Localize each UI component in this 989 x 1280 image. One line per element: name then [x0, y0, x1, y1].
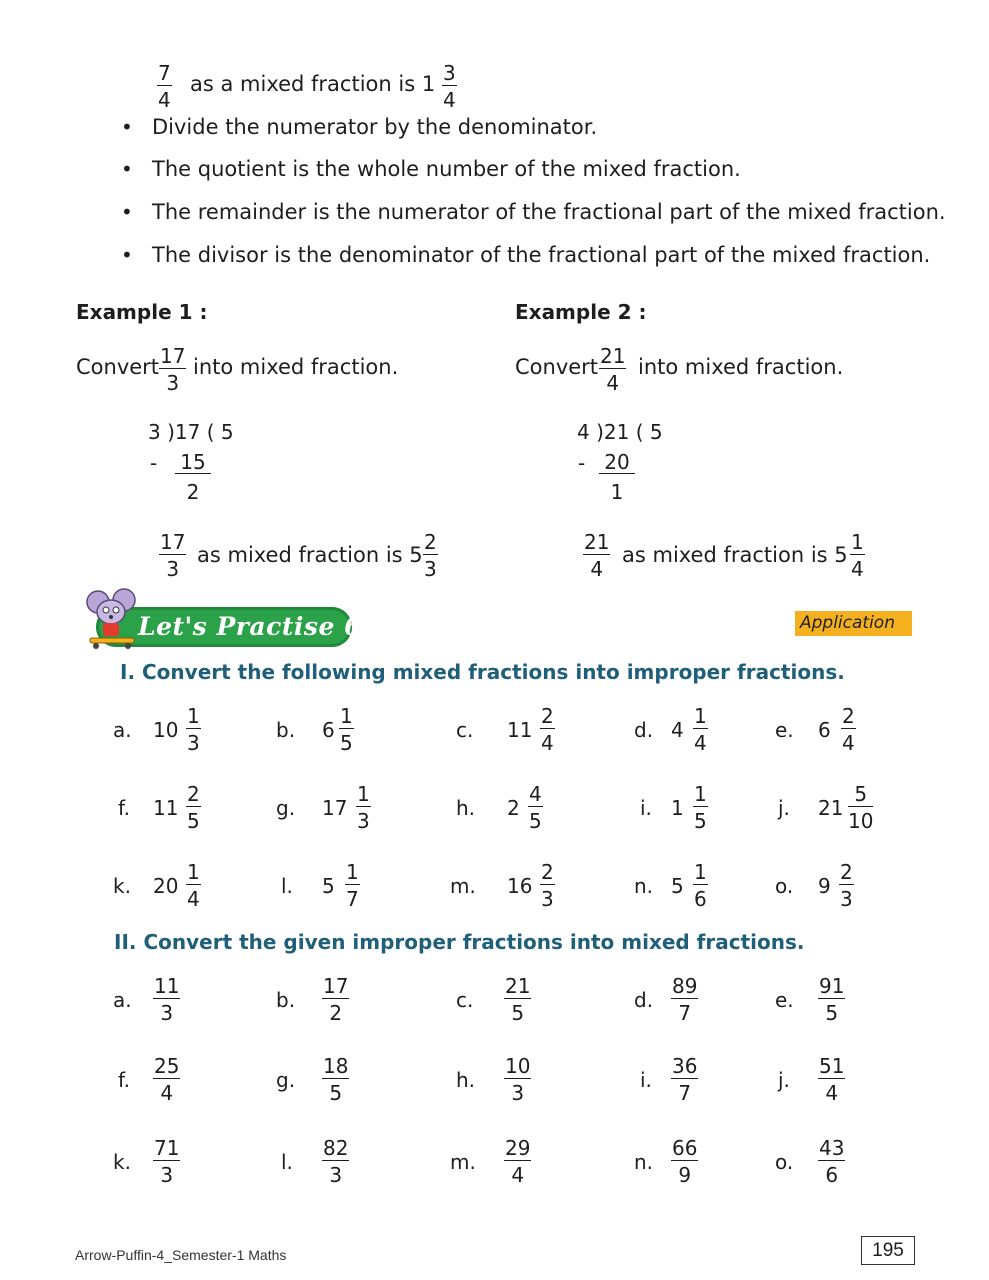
- denominator: 3: [424, 557, 437, 581]
- numerator: 7: [158, 61, 171, 85]
- whole-number: 11: [507, 718, 533, 742]
- example1-subtrahend: 15: [175, 451, 211, 474]
- denominator: 4: [158, 88, 171, 112]
- fraction: [671, 1137, 698, 1186]
- bullet-text: The quotient is the whole number of the mixed fraction.: [152, 157, 741, 181]
- denominator: 3: [329, 1163, 343, 1187]
- fraction: [693, 705, 708, 754]
- numerator: 4: [529, 782, 542, 806]
- denominator: 4: [694, 731, 707, 755]
- mouse-mascot-icon: [76, 586, 146, 652]
- section2-heading: II. Convert the given improper fractions into mixed fractions.: [114, 930, 805, 954]
- whole-number: 21: [818, 796, 844, 820]
- bullet-icon: •: [121, 157, 133, 181]
- example1-minus: -: [150, 451, 158, 475]
- denominator: 4: [160, 1081, 174, 1105]
- denominator: 4: [842, 731, 855, 755]
- denominator: 4: [541, 731, 554, 755]
- numerator: 21: [600, 344, 626, 368]
- fraction: [153, 975, 180, 1024]
- item-label: k.: [113, 874, 131, 898]
- fraction: [339, 705, 354, 754]
- numerator: 21: [584, 530, 610, 554]
- practice-title: Let's Practise 6.4: [138, 612, 390, 641]
- numerator: 10: [505, 1054, 531, 1078]
- numerator: 2: [424, 530, 437, 554]
- item-label: f.: [118, 1068, 130, 1092]
- fraction: [186, 705, 201, 754]
- numerator: 5: [848, 783, 873, 807]
- page-number: 195: [861, 1236, 915, 1265]
- fraction: [322, 1055, 349, 1104]
- numerator: 1: [346, 860, 359, 884]
- application-badge: Application: [795, 611, 912, 636]
- fraction: [671, 1055, 698, 1104]
- numerator: 89: [672, 974, 698, 998]
- item-label: i.: [640, 796, 652, 820]
- fraction: [322, 975, 349, 1024]
- fraction: [693, 861, 708, 910]
- denominator: 4: [606, 371, 620, 395]
- numerator: 2: [187, 782, 200, 806]
- item-label: c.: [456, 988, 474, 1012]
- whole-number: 5: [671, 874, 684, 898]
- denominator: 4: [590, 557, 604, 581]
- whole-number: 17: [322, 796, 348, 820]
- whole-number: 20: [153, 874, 179, 898]
- denominator: 6: [694, 887, 707, 911]
- fraction: [186, 783, 201, 832]
- numerator: 17: [160, 530, 186, 554]
- denominator: 3: [160, 1163, 174, 1187]
- fraction: [841, 705, 856, 754]
- item-label: b.: [276, 988, 296, 1012]
- denominator: 4: [511, 1163, 525, 1187]
- item-label: j.: [778, 1068, 790, 1092]
- example2-result-mixed: [850, 531, 865, 580]
- numerator: 43: [819, 1136, 845, 1160]
- fraction: [153, 1055, 180, 1104]
- numerator: 2: [541, 704, 554, 728]
- denominator: 7: [678, 1081, 692, 1105]
- denominator: 5: [340, 731, 353, 755]
- whole-number: 9: [818, 874, 831, 898]
- numerator: 1: [694, 704, 707, 728]
- whole-number: 5: [322, 874, 335, 898]
- item-label: j.: [778, 796, 790, 820]
- denominator: 3: [511, 1081, 525, 1105]
- fraction: [504, 1055, 531, 1104]
- item-label: o.: [775, 1150, 794, 1174]
- intro-fraction: [157, 62, 172, 111]
- numerator: 2: [840, 860, 853, 884]
- bullet-text: Divide the numerator by the denominator.: [152, 115, 598, 139]
- numerator: 1: [187, 704, 200, 728]
- denominator: 3: [166, 557, 180, 581]
- item-label: e.: [775, 988, 794, 1012]
- numerator: 2: [541, 860, 554, 884]
- numerator: 21: [505, 974, 531, 998]
- denominator: 3: [187, 731, 200, 755]
- denominator: 4: [825, 1081, 839, 1105]
- denominator: 5: [329, 1081, 343, 1105]
- denominator: 2: [329, 1001, 343, 1025]
- numerator: 29: [505, 1136, 531, 1160]
- whole-number: 11: [153, 796, 179, 820]
- footer-book-title: Arrow-Puffin-4_Semester-1 Maths: [75, 1247, 287, 1263]
- item-label: n.: [634, 1150, 654, 1174]
- item-label: b.: [276, 718, 296, 742]
- example1-suffix: into mixed fraction.: [193, 355, 399, 379]
- numerator: 1: [851, 530, 864, 554]
- numerator: 17: [323, 974, 349, 998]
- fraction: [818, 1137, 845, 1186]
- fraction: [848, 783, 873, 832]
- whole-number: 16: [507, 874, 533, 898]
- item-label: a.: [113, 988, 132, 1012]
- intro-mixed-fraction: [442, 62, 457, 111]
- fraction: [818, 975, 845, 1024]
- fraction: [693, 783, 708, 832]
- numerator: 82: [323, 1136, 349, 1160]
- denominator: 3: [166, 371, 180, 395]
- item-label: i.: [640, 1068, 652, 1092]
- item-label: g.: [276, 796, 296, 820]
- fraction: [504, 975, 531, 1024]
- example2-suffix: into mixed fraction.: [638, 355, 844, 379]
- numerator: 2: [842, 704, 855, 728]
- fraction: [356, 783, 371, 832]
- whole-number: 10: [153, 718, 179, 742]
- fraction: [322, 1137, 349, 1186]
- example1-convert: Convert: [76, 355, 160, 379]
- numerator: 1: [694, 860, 707, 884]
- example1-result-text: as mixed fraction is 5: [197, 543, 423, 567]
- whole-number: 2: [507, 796, 520, 820]
- denominator: 5: [694, 809, 707, 833]
- example1-fraction: [159, 345, 186, 394]
- example2-title: Example 2 :: [515, 300, 647, 324]
- denominator: 5: [529, 809, 542, 833]
- denominator: 7: [346, 887, 359, 911]
- numerator: 91: [819, 974, 845, 998]
- denominator: 4: [851, 557, 864, 581]
- bullet-icon: •: [121, 115, 133, 139]
- item-label: h.: [456, 796, 476, 820]
- example2-minus: -: [578, 451, 586, 475]
- numerator: 66: [672, 1136, 698, 1160]
- item-label: e.: [775, 718, 794, 742]
- fraction: [528, 783, 543, 832]
- denominator: 3: [541, 887, 554, 911]
- numerator: 11: [154, 974, 180, 998]
- fraction: [818, 1055, 845, 1104]
- denominator: 7: [678, 1001, 692, 1025]
- example1-division: 3 )17 ( 5: [148, 420, 234, 444]
- bullet-icon: •: [121, 243, 133, 267]
- example1-remainder: 2: [186, 480, 200, 504]
- whole-number: 6: [818, 718, 831, 742]
- fraction: [671, 975, 698, 1024]
- numerator: 1: [357, 782, 370, 806]
- numerator: 51: [819, 1054, 845, 1078]
- item-label: m.: [450, 1150, 476, 1174]
- numerator: 3: [443, 61, 456, 85]
- item-label: o.: [775, 874, 794, 898]
- fraction: [839, 861, 854, 910]
- fraction: [186, 861, 201, 910]
- denominator: 5: [187, 809, 200, 833]
- fraction: [504, 1137, 531, 1186]
- bullet-text: The remainder is the numerator of the fractional part of the mixed fraction.: [152, 200, 946, 224]
- example2-result-text: as mixed fraction is 5: [622, 543, 848, 567]
- example2-fraction: [599, 345, 626, 394]
- fraction: [153, 1137, 180, 1186]
- item-label: d.: [634, 718, 654, 742]
- numerator: 18: [323, 1054, 349, 1078]
- example1-result-fraction: [159, 531, 186, 580]
- denominator: 6: [825, 1163, 839, 1187]
- item-label: k.: [113, 1150, 131, 1174]
- denominator: 3: [357, 809, 370, 833]
- numerator: 36: [672, 1054, 698, 1078]
- item-label: l.: [281, 874, 293, 898]
- fraction: [540, 861, 555, 910]
- denominator: 9: [678, 1163, 692, 1187]
- item-label: a.: [113, 718, 132, 742]
- denominator: 3: [160, 1001, 174, 1025]
- item-label: g.: [276, 1068, 296, 1092]
- bullet-icon: •: [121, 200, 133, 224]
- numerator: 17: [160, 344, 186, 368]
- denominator: 5: [511, 1001, 525, 1025]
- numerator: 71: [154, 1136, 180, 1160]
- fraction: [540, 705, 555, 754]
- fraction: [345, 861, 360, 910]
- item-label: l.: [281, 1150, 293, 1174]
- denominator: 10: [848, 809, 874, 833]
- example2-subtrahend: 20: [599, 451, 635, 474]
- example1-result-mixed: [423, 531, 438, 580]
- item-label: d.: [634, 988, 654, 1012]
- numerator: 1: [187, 860, 200, 884]
- item-label: m.: [450, 874, 476, 898]
- numerator: 1: [340, 704, 353, 728]
- denominator: 3: [840, 887, 853, 911]
- numerator: 1: [694, 782, 707, 806]
- example2-remainder: 1: [610, 480, 624, 504]
- whole-number: 1: [671, 796, 684, 820]
- denominator: 4: [443, 88, 456, 112]
- item-label: c.: [456, 718, 474, 742]
- section1-heading: I. Convert the following mixed fractions into improper fractions.: [120, 660, 845, 684]
- bullet-text: The divisor is the denominator of the fractional part of the mixed fraction.: [152, 243, 931, 267]
- example1-title: Example 1 :: [76, 300, 208, 324]
- numerator: 25: [154, 1054, 180, 1078]
- item-label: f.: [118, 796, 130, 820]
- whole-number: 6: [322, 718, 335, 742]
- denominator: 4: [187, 887, 200, 911]
- denominator: 5: [825, 1001, 839, 1025]
- intro-text: as a mixed fraction is 1: [190, 72, 436, 96]
- example2-convert: Convert: [515, 355, 599, 379]
- example2-result-fraction: [583, 531, 610, 580]
- item-label: n.: [634, 874, 654, 898]
- item-label: h.: [456, 1068, 476, 1092]
- example2-division: 4 )21 ( 5: [577, 420, 663, 444]
- whole-number: 4: [671, 718, 684, 742]
